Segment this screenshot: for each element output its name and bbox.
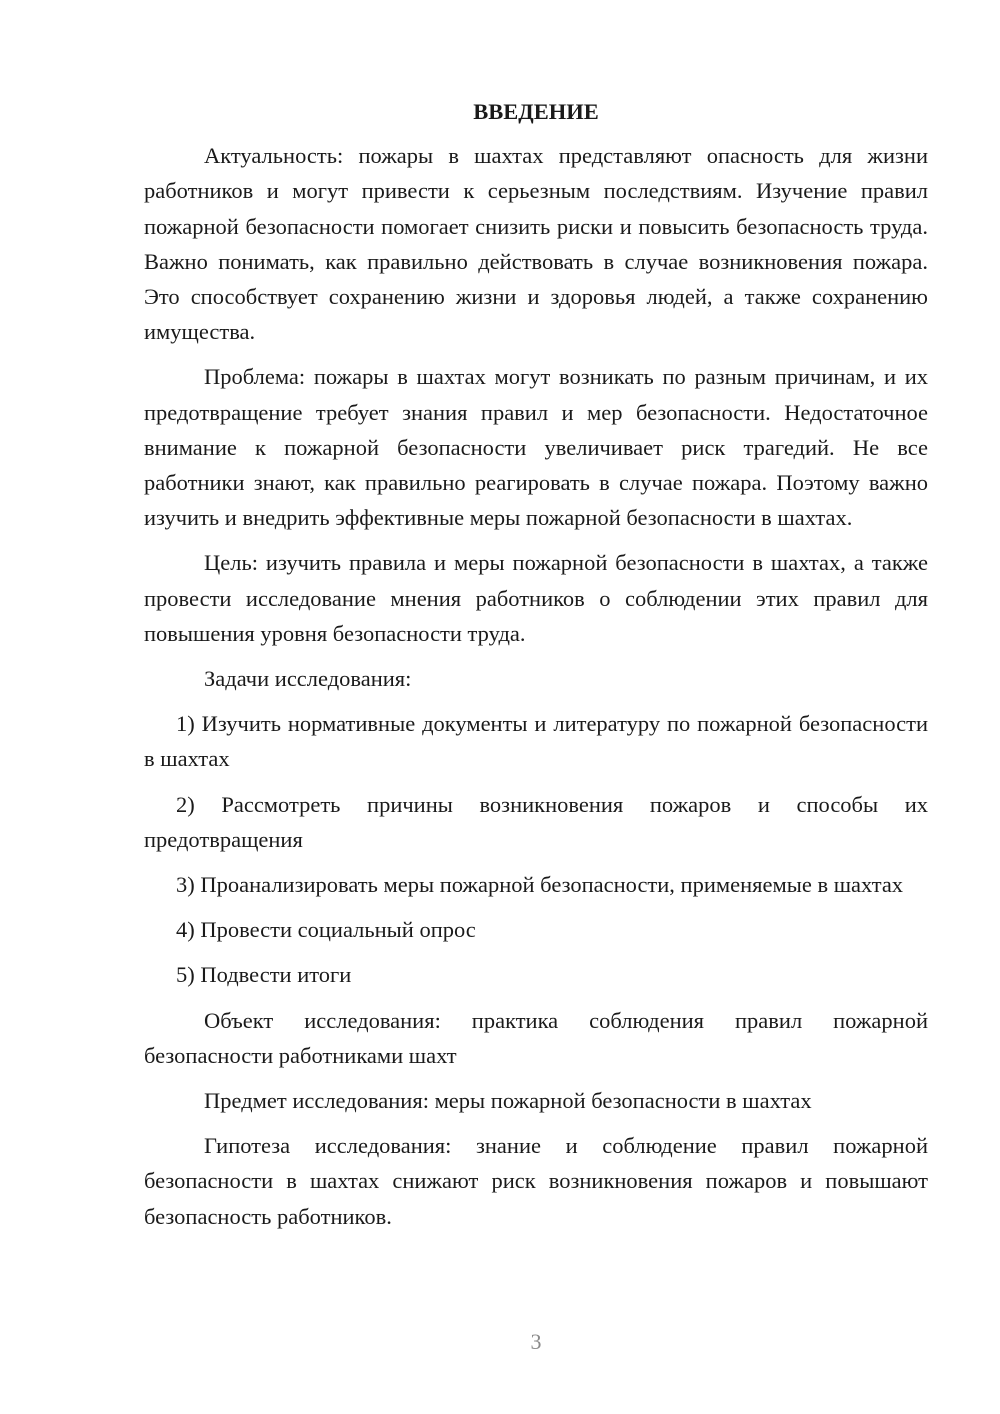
paragraph-subject: Предмет исследования: меры пожарной безопасности в шахтах xyxy=(204,1088,812,1114)
paragraph-problem: Проблема: пожары в шахтах могут возникать по разным причинам, и их предотвращение требует знания правил и мер безопасности. Недостаточное внимание к пожарной безопасности увеличивает риск трагедий. Не все работники знают, как правильно реагировать в случае пожара. Поэтому важно изучить и внедрить эффективные меры пожарной безопасности в шахтах. xyxy=(144,364,928,531)
section-title: ВВЕДЕНИЕ xyxy=(473,99,599,124)
paragraph-relevance: Актуальность: пожары в шахтах представляют опасность для жизни работников и могут привести к серьезным последствиям. Изучение правил пожарной безопасности помогает снизить риски и повысить безопасность труда. Важно понимать, как правильно действовать в случае возникновения пожара. Это способствует сохранению жизни и здоровья людей, а также сохранению имущества. xyxy=(144,143,928,345)
list-item: 1) Изучить нормативные документы и литературу по пожарной безопасности в шахтах xyxy=(144,711,928,772)
page-content xyxy=(144,94,928,1234)
paragraph-hypothesis: Гипотеза исследования: знание и соблюдение правил пожарной безопасности в шахтах снижают риск возникновения пожаров и повышают безопасность работников. xyxy=(144,1133,928,1229)
list-item: 3) Проанализировать меры пожарной безопасности, применяемые в шахтах xyxy=(176,872,904,898)
list-item: 2) Рассмотреть причины возникновения пожаров и способы их предотвращения xyxy=(144,791,928,852)
paragraph-object: Объект исследования: практика соблюдения правил пожарной безопасности работниками шахт xyxy=(144,1007,928,1068)
page-number: 3 xyxy=(530,1329,542,1354)
paragraph-goal: Цель: изучить правила и меры пожарной безопасности в шахтах, а также провести исследование мнения работников о соблюдении этих правил для повышения уровня безопасности труда. xyxy=(144,550,928,646)
list-item: 4) Провести социальный опрос xyxy=(176,917,476,943)
tasks-list xyxy=(144,706,928,992)
list-item: 5) Подвести итоги xyxy=(176,962,352,988)
tasks-heading: Задачи исследования: xyxy=(204,666,412,692)
